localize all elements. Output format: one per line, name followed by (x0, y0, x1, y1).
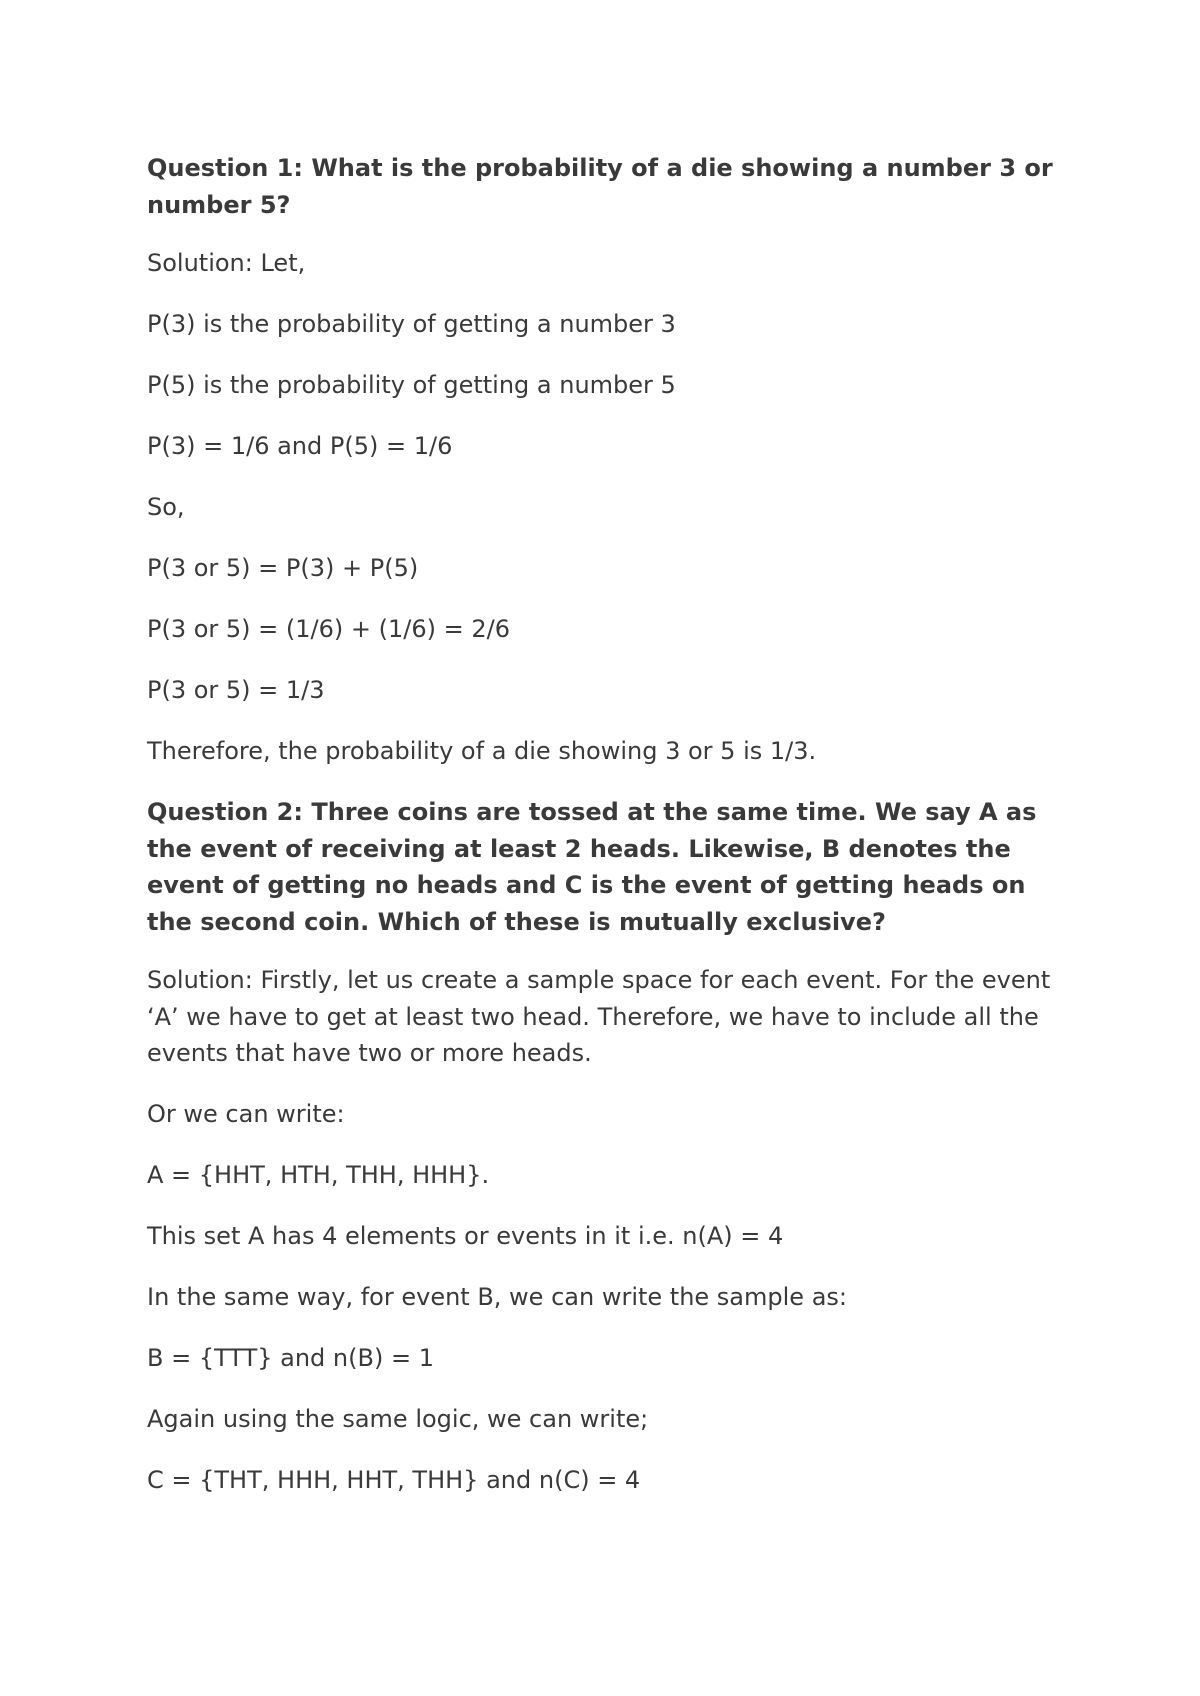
q2-line: This set A has 4 elements or events in it i.e. n(A) = 4 (147, 1222, 784, 1250)
q1-line: P(3 or 5) = P(3) + P(5) (147, 554, 419, 582)
q2-line: In the same way, for event B, we can write the sample as: (147, 1283, 847, 1311)
q1-conclusion: Therefore, the probability of a die showing 3 or 5 is 1/3. (147, 737, 817, 765)
q2-line: Again using the same logic, we can write; (147, 1405, 649, 1433)
q1-line: P(3 or 5) = 1/3 (147, 676, 325, 704)
question-2-heading: Question 2: Three coins are tossed at the same time. We say A as the event of receiving at least 2 heads. Likewise, B denotes the event of getting no heads and C is the event of getting heads on the second coin. Which of these is mutually exclusive? (147, 798, 1037, 936)
q1-solution-intro: Solution: Let, (147, 249, 306, 277)
q1-line: P(3 or 5) = (1/6) + (1/6) = 2/6 (147, 615, 510, 643)
document-body (147, 150, 1067, 1523)
q1-line: P(5) is the probability of getting a number 5 (147, 371, 676, 399)
q1-line: P(3) = 1/6 and P(5) = 1/6 (147, 432, 453, 460)
q2-solution-intro: Solution: Firstly, let us create a sample space for each event. For the event ‘A’ we have to get at least two head. Therefore, we have to include all the events that have two or more heads. (147, 966, 1051, 1067)
q1-line: P(3) is the probability of getting a number 3 (147, 310, 676, 338)
q2-line: B = {TTT} and n(B) = 1 (147, 1344, 434, 1372)
question-1-heading: Question 1: What is the probability of a die showing a number 3 or number 5? (147, 154, 1053, 219)
q1-line: So, (147, 493, 185, 521)
q2-line: Or we can write: (147, 1100, 345, 1128)
q2-line: A = {HHT, HTH, THH, HHH}. (147, 1161, 490, 1189)
q2-line: C = {THT, HHH, HHT, THH} and n(C) = 4 (147, 1466, 641, 1494)
